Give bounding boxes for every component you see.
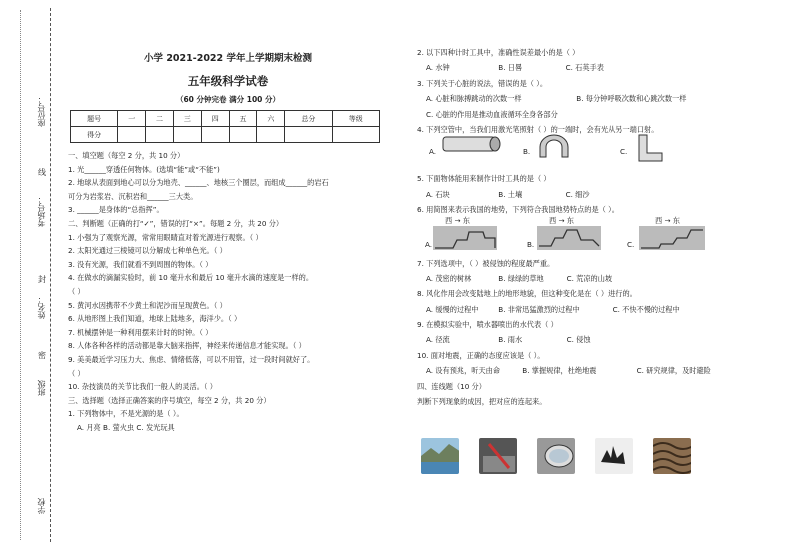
question-text: 6. 从地形图上我们知道，地球上陆地多，海洋少。（ ） (68, 314, 242, 324)
option-c: C. 石英手表 (565, 63, 604, 73)
option-a: A. 径流 (426, 335, 450, 345)
question-text: 1. 小强为了观察光源，常常用眼睛直对着光源进行观察。（ ） (68, 232, 263, 242)
instruction-text: 判断下列现象的成因，把对应的连起来。 (417, 397, 547, 407)
section-heading: 二、判断题（正确的打“✓”，错误的打“×”。每题 2 分，共 20 分） (68, 218, 284, 228)
question-options (417, 187, 787, 202)
score-input-cell[interactable] (257, 127, 285, 143)
question-text: 2. 以下四种计时工具中，准确性误差最小的是（ ） (417, 48, 580, 57)
score-cell: 等级 (332, 111, 379, 127)
straight-tube-image (441, 133, 503, 155)
option-a: A. 茂密的树林 (426, 273, 472, 283)
question-text: 9. 美美最近学习压力大、焦虑、情绪低落，可以不用管，过一段时间就好了。 (68, 354, 315, 364)
option-a: A. 心脏和脉搏跳动的次数一样 (426, 94, 522, 104)
question-options (417, 60, 787, 75)
binding-blank-line (20, 10, 21, 540)
option-a: A. 水钟 (426, 63, 450, 73)
question-text: 2. 地球从表面到地心可以分为地壳、______、地核三个圈层，而组成______的岩石 (68, 178, 329, 188)
question-text: 10. 杂技演员的关节比我们一般人的灵活。（ ） (68, 382, 217, 392)
binding-dashed-line (50, 8, 51, 542)
option-c: C. 不快不慢的过程中 (612, 304, 680, 314)
question-text: 4. 下列空管中，当我们用激光笔照射（ ）的一端时，会有光从另一端口射。 (417, 124, 659, 134)
question-options (417, 332, 787, 347)
hand-shadow-image (595, 438, 633, 474)
question-text: 5. 黄河水因携带不少黄土和泥沙而呈现黄色。（ ） (68, 300, 227, 310)
class-label: 班级 (37, 380, 46, 396)
option-c: C. 荒凉的山坡 (566, 273, 613, 283)
score-input-cell[interactable] (332, 127, 379, 143)
score-input-cell[interactable] (118, 127, 146, 143)
option-b: B. 每分钟呼吸次数和心跳次数一样 (576, 94, 687, 104)
score-cell: 五 (229, 111, 257, 127)
lake-landscape-image (421, 438, 459, 474)
score-cell: 二 (146, 111, 174, 127)
right-column (417, 45, 787, 409)
exam-period-title: 小学 2021-2022 学年上学期期末检测 (144, 53, 312, 64)
question-options (417, 363, 787, 378)
question-text: 3. ______是身体的“总指挥”。 (68, 205, 164, 215)
option-b: B. 非常迅猛激烈的过程中 (498, 304, 580, 314)
score-input-cell[interactable] (146, 127, 174, 143)
question-text: 9. 在模拟实验中，喷水器喷出的水代表（ ） (417, 320, 558, 330)
question-text: 可分为岩浆岩、沉积岩和______三大类。 (68, 191, 198, 201)
terrain-profile-c-image (639, 226, 705, 250)
score-table (70, 110, 380, 143)
option-c: C. (620, 147, 628, 157)
question-text: 3. 没有光源，我们就看不到周围的物体。（ ） (68, 259, 213, 269)
question-text: 1. 下列物体中，不是光源的是（ ）。 (68, 409, 184, 419)
score-input-cell[interactable] (229, 127, 257, 143)
matching-pictures (421, 438, 721, 478)
option-c: C. 研究规律，及时避险 (636, 366, 711, 376)
score-cell: 三 (173, 111, 201, 127)
option-b: B. 土壤 (498, 189, 523, 199)
question-options: A. 月亮 B. 萤火虫 C. 发光玩具 (77, 422, 175, 432)
exam-room-label: 考场号： (37, 195, 46, 227)
option-c: C. (627, 239, 635, 249)
direction-label: 西 → 东 (445, 215, 470, 225)
option-a: A. (425, 239, 433, 249)
seal-mark-mi: 密 (38, 351, 46, 360)
question-text: 8. 风化作用会改变陆地上的地形地貌，但这种变化是在（ ）进行的。 (417, 289, 637, 299)
question-options (417, 91, 787, 106)
option-b: B. 掌握规律，杜绝地震 (522, 366, 597, 376)
answer-bracket: （ ） (68, 368, 85, 378)
option-a: A. 设有预兆，听天由命 (426, 366, 501, 376)
score-input-cell[interactable] (285, 127, 332, 143)
question-text: 4. 在做水的滴漏实验时，前 10 毫升水和最后 10 毫升水滴的速度是一样的。 (68, 273, 314, 283)
question-text: 2. 太阳光通过三棱镜可以分解成七种单色光。（ ） (68, 246, 227, 256)
question-text: 6. 用简图来表示我国的地势，下列符合我国地势特点的是（ ）。 (417, 205, 619, 215)
left-column (68, 50, 388, 434)
score-input-cell[interactable] (173, 127, 201, 143)
section-heading: 三、选择题（选择正确答案的序号填空，每空 2 分，共 20 分） (68, 395, 271, 405)
exam-duration: （60 分钟完卷 满分 100 分） (175, 95, 281, 104)
score-table-score-row (71, 127, 380, 143)
terrain-profile-b-image (537, 226, 601, 250)
question-text: 3. 下列关于心脏的说法，错误的是（ ）。 (417, 78, 548, 88)
option-b: B. 日晷 (498, 63, 523, 73)
arched-tube-image (537, 133, 571, 159)
option-b: B. (523, 147, 531, 157)
terrain-profile-a-image (433, 226, 497, 250)
rock-strata-image (653, 438, 691, 474)
section-heading: 一、填空题（每空 2 分，共 10 分） (68, 151, 185, 160)
score-cell: 得分 (71, 127, 118, 143)
score-cell: 一 (118, 111, 146, 127)
score-cell: 总分 (285, 111, 332, 127)
score-cell: 四 (201, 111, 229, 127)
question-options (417, 302, 787, 317)
question-text: 8. 人体各种各样的活动都是靠大脑来指挥，神经来传递信息才能实现。（ ） (68, 341, 306, 351)
option-a: A. 缓慢的过程中 (426, 304, 479, 314)
exam-title: 五年级科学试卷 (187, 74, 269, 88)
direction-label: 西 → 东 (655, 215, 680, 225)
question-text: 1. 光______穿透任何物体。(选填“能”或“不能”) (68, 164, 220, 174)
option-b: B. 绿绿的草地 (498, 273, 544, 283)
bent-tube-image (636, 133, 664, 163)
score-cell: 题号 (71, 111, 118, 127)
question-text: 5. 下面物体能用来制作计时工具的是（ ） (417, 174, 551, 184)
question-text: 7. 机械摆钟是一种利用摆来计时的时钟。（ ） (68, 327, 213, 337)
name-label: 姓名： (37, 295, 46, 319)
option-a: A. 石块 (426, 189, 450, 199)
school-label: 学校 (37, 498, 46, 514)
score-input-cell[interactable] (201, 127, 229, 143)
terrain-options (417, 215, 787, 256)
seal-mark-feng: 封 (38, 275, 46, 284)
option-c: C. 侵蚀 (566, 335, 591, 345)
question-text: 7. 下列选项中，（ ）被侵蚀的程度最严重。 (417, 258, 555, 268)
question-options (417, 271, 787, 286)
score-table-header-row (71, 111, 380, 127)
car-mirror-image (537, 438, 575, 474)
seal-mark-line: 线 (38, 168, 46, 177)
pen-in-water-image (479, 438, 517, 474)
option-b: B. 雨水 (498, 335, 523, 345)
section-heading: 四、连线题（10 分） (417, 381, 486, 391)
seat-number-label: 座位号： (37, 95, 46, 127)
option-b: B. (527, 239, 535, 249)
question-text: 10. 面对地震，正确的态度应该是（ ）。 (417, 350, 545, 360)
score-cell: 六 (257, 111, 285, 127)
direction-label: 西 → 东 (549, 215, 574, 225)
option-c: C. 细沙 (565, 189, 590, 199)
option-a: A. (429, 147, 437, 157)
answer-bracket: （ ） (68, 286, 85, 296)
option-c: C. 心脏的作用是推动血液循环全身各部分 (426, 109, 558, 119)
tube-options (417, 137, 787, 171)
